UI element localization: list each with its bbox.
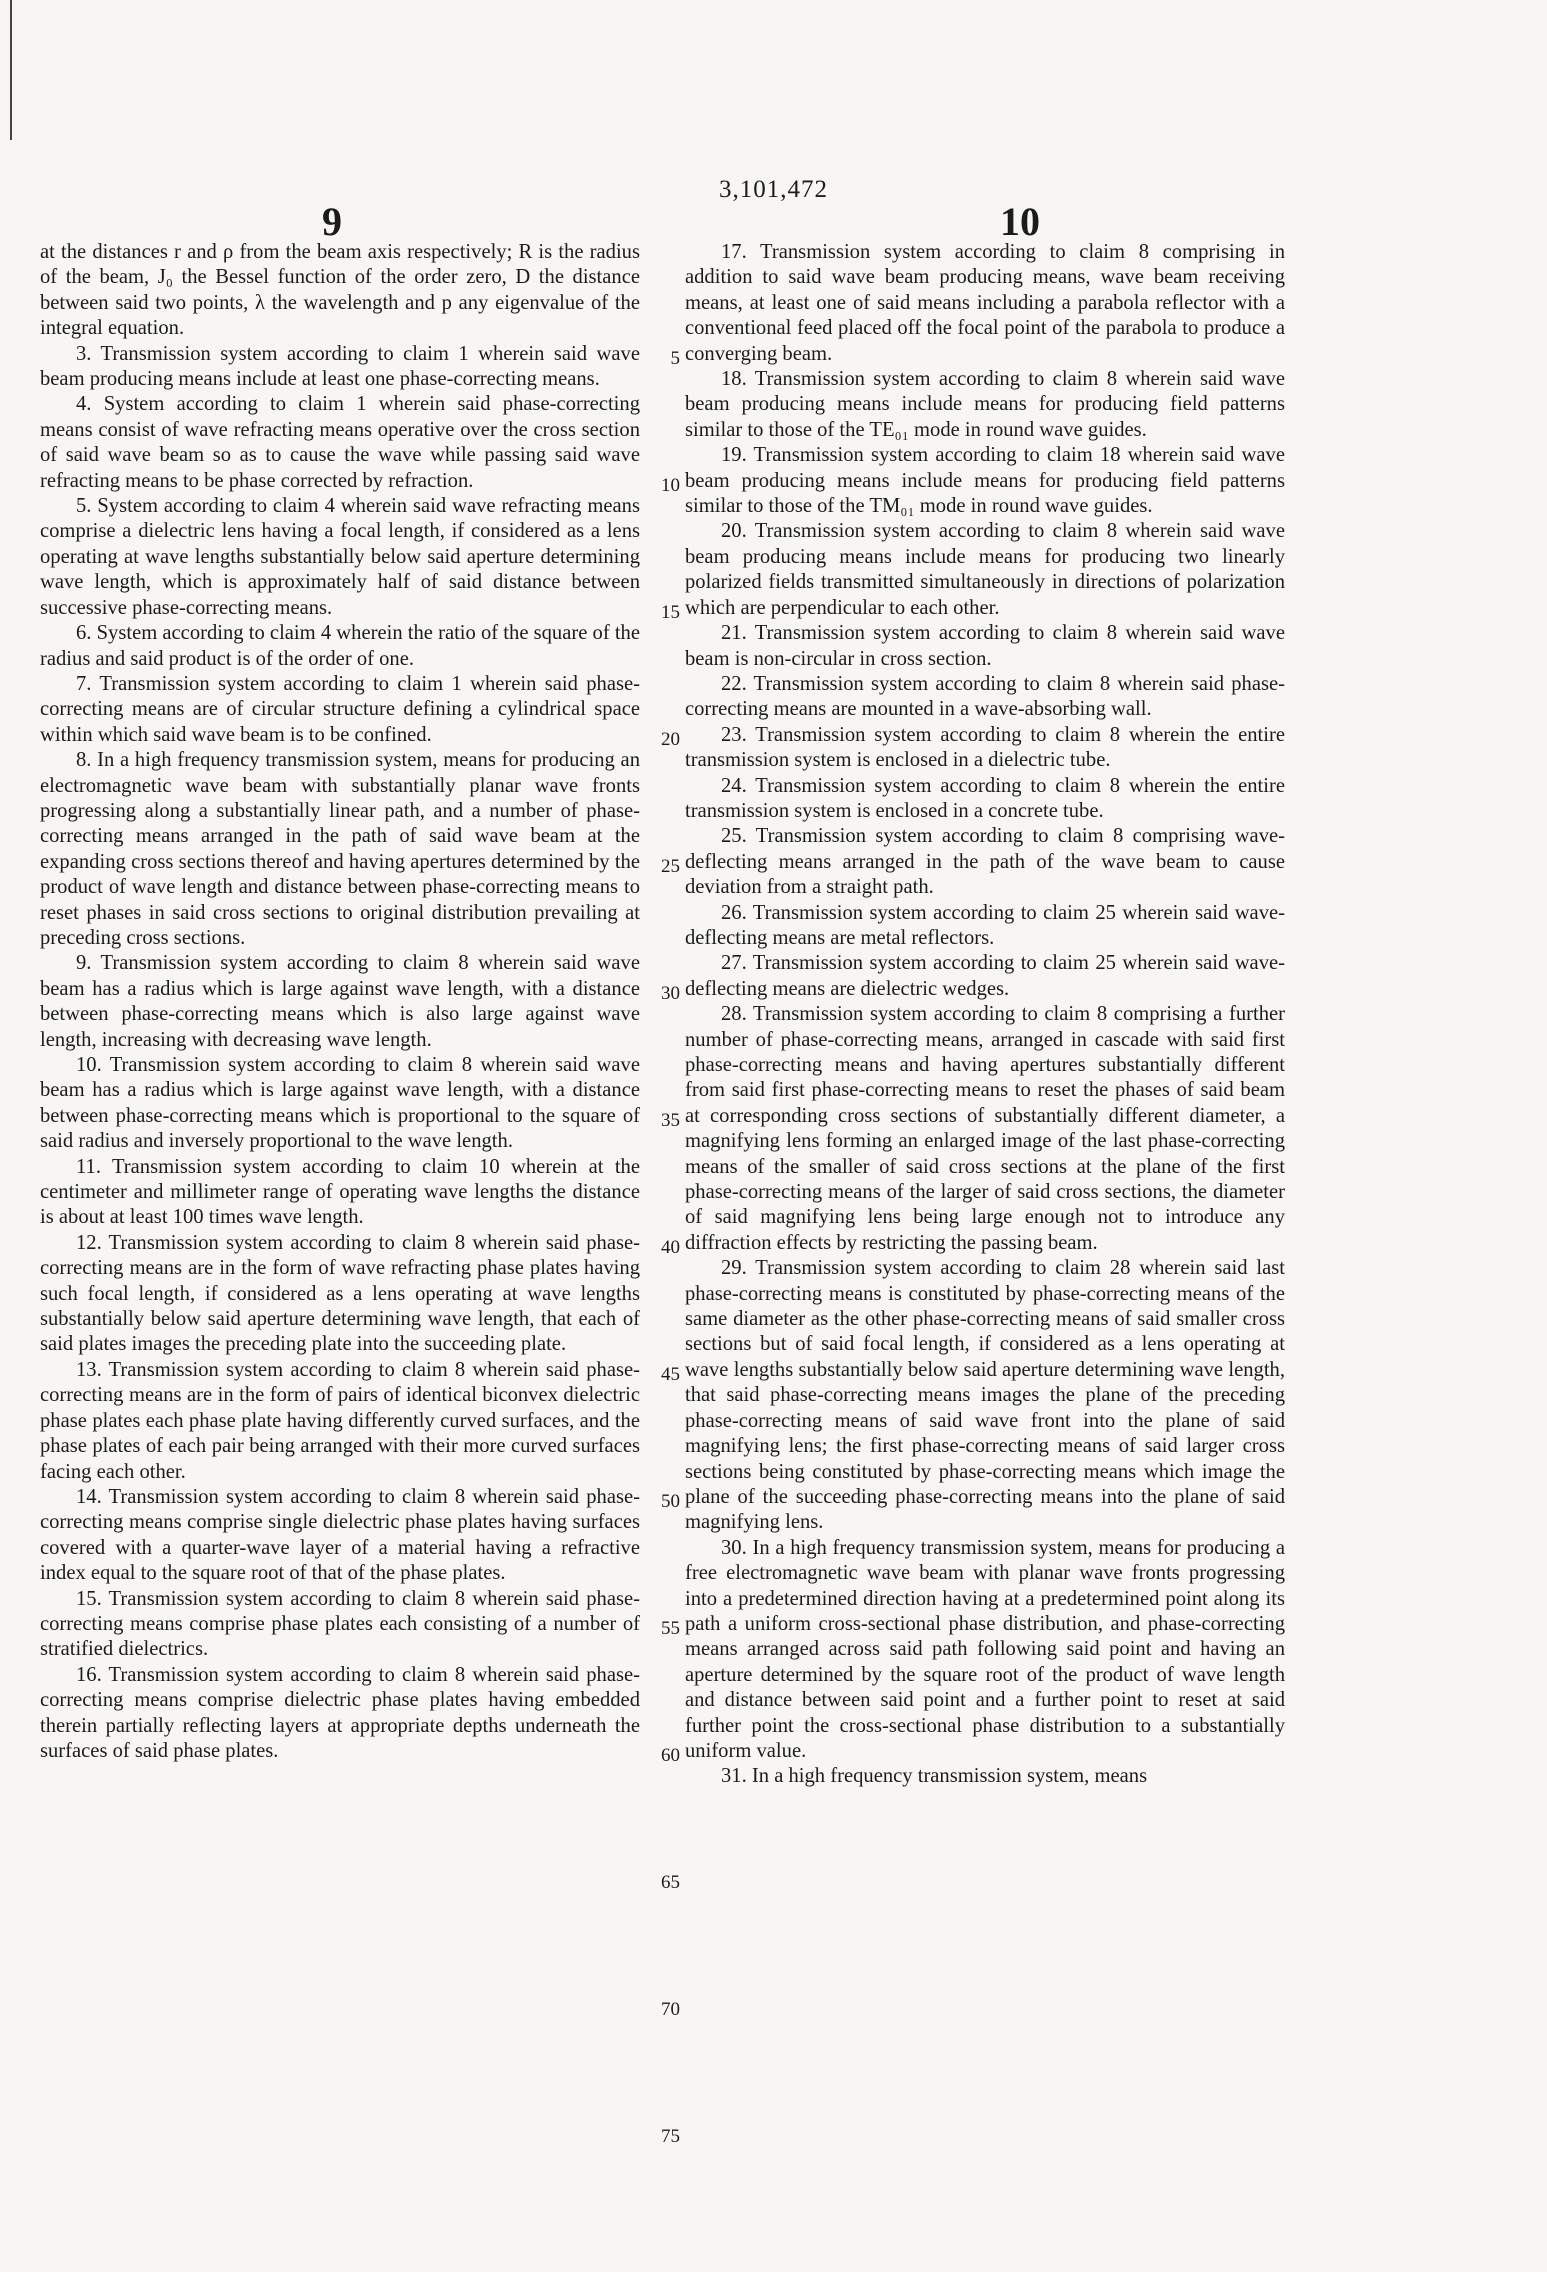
- claim-paragraph: 18. Transmission system according to claim 8 wherein said wave beam producing means include means for producing field patterns similar to those of the TE₀₁ mode in round wave guides.: [685, 368, 1285, 441]
- left-column: [40, 240, 640, 1764]
- right-column: [685, 240, 1285, 1790]
- claim-paragraph: 11. Transmission system according to claim 10 wherein at the centimeter and millimeter range of operating wave lengths the distance is about at least 100 times wave length.: [40, 1155, 640, 1229]
- claim-paragraph: 31. In a high frequency transmission system, means: [721, 1765, 1148, 1788]
- line-number: 10: [661, 475, 680, 496]
- line-number: 60: [661, 1745, 680, 1766]
- claim-paragraph: 17. Transmission system according to claim 8 comprising in addition to said wave beam producing means, wave beam receiving means, at least one of said means including a parabola reflector with a conventional feed placed off the focal point of the parabola to produce a converging beam.: [685, 241, 1285, 365]
- claim-paragraph: 7. Transmission system according to claim 1 wherein said phase-correcting means are of circular structure defining a cylindrical space within which said wave beam is to be confined.: [40, 672, 640, 746]
- left-page-number: 9: [322, 199, 342, 244]
- claim-paragraph: 22. Transmission system according to claim 8 wherein said phase-correcting means are mounted in a wave-absorbing wall.: [685, 672, 1285, 721]
- claim-paragraph: 13. Transmission system according to claim 8 wherein said phase-correcting means are in the form of pairs of identical biconvex dielectric phase plates each phase plate having differently curved surfaces, and the phase plates of each pair being arranged with their more curved surfaces facing each other.: [40, 1358, 640, 1483]
- claim-paragraph: 29. Transmission system according to claim 28 wherein said last phase-correcting means is constituted by phase-correcting means of the same diameter as the other phase-correcting means of said smaller cross sections but of said focal length, if considered as a lens operating at wave lengths substantially below said aperture determining wave length, that said phase-correcting means images the plane of the preceding phase-correcting means of said wave front into the plane of said magnifying lens; the first phase-correcting means of said larger cross sections being constituted by phase-correcting means which image the plane of the succeeding phase-correcting means into the plane of said magnifying lens.: [685, 1257, 1285, 1534]
- line-number: 40: [661, 1237, 680, 1258]
- claim-paragraph: 8. In a high frequency transmission system, means for producing an electromagnetic wave beam with substantially planar wave fronts progressing along a substantially linear path, and a number of phase-correcting means arranged in the path of said wave beam at the expanding cross sections thereof and having apertures determined by the product of wave length and distance between phase-correcting means to reset phases in said cross sections to original distribution prevailing at preceding cross sections.: [40, 749, 640, 949]
- line-number: 5: [670, 348, 680, 369]
- claim-paragraph: at the distances r and ρ from the beam axis respectively; R is the radius of the beam, J₀ the Bessel function of the order zero, D the distance between said two points, λ the wavelength and p any eigenvalue of the integral equation.: [40, 241, 640, 340]
- claim-paragraph: 20. Transmission system according to claim 8 wherein said wave beam producing means include means for producing two linearly polarized fields transmitted simultaneously in directions of polarization which are perpendicular to each other.: [685, 520, 1285, 619]
- line-number-gutter: [640, 240, 680, 2160]
- line-number: 50: [661, 1491, 680, 1512]
- line-number: 55: [661, 1618, 680, 1639]
- claim-paragraph: 4. System according to claim 1 wherein said phase-correcting means consist of wave refracting means operative over the cross section of said wave beam so as to cause the wave while passing said wave refracting means to be phase corrected by refraction.: [40, 393, 640, 492]
- line-number: 25: [661, 856, 680, 877]
- claim-paragraph: 15. Transmission system according to claim 8 wherein said phase-correcting means comprise phase plates each consisting of a number of stratified dielectrics.: [40, 1587, 640, 1661]
- line-number: 20: [661, 729, 680, 750]
- claim-paragraph: 19. Transmission system according to claim 18 wherein said wave beam producing means include means for producing field patterns similar to those of the TM₀₁ mode in round wave guides.: [685, 444, 1285, 518]
- claim-paragraph: 28. Transmission system according to claim 8 comprising a further number of phase-correcting means, arranged in cascade with said first phase-correcting means and having apertures substantially different from said first phase-correcting means to reset the phases of said beam at corresponding cross sections of substantially different diameter, a magnifying lens forming an enlarged image of the last phase-correcting means of the smaller of said cross sections at the plane of the first phase-correcting means of the larger of said cross sections, the diameter of said magnifying lens being large enough not to introduce any diffraction effects by restricting the passing beam.: [685, 1003, 1285, 1254]
- claim-paragraph: 30. In a high frequency transmission system, means for producing a free electromagnetic wave beam with planar wave fronts progressing into a predetermined direction having at a predetermined point along its path a uniform cross-sectional phase distribution, and phase-correcting means arranged across said path following said point and having an aperture determined by the square root of the product of wave length and distance between said point and a further point to reset at said further point the cross-sectional phase distribution to a substantially uniform value.: [685, 1536, 1285, 1762]
- patent-number: 3,101,472: [719, 176, 828, 203]
- claim-paragraph: 6. System according to claim 4 wherein the ratio of the square of the radius and said product is of the order of one.: [40, 622, 640, 670]
- claim-paragraph: 25. Transmission system according to claim 8 comprising wave-deflecting means arranged in the path of the wave beam to cause deviation from a straight path.: [685, 825, 1285, 899]
- claim-paragraph: 21. Transmission system according to claim 8 wherein said wave beam is non-circular in cross section.: [685, 622, 1285, 670]
- claim-paragraph: 23. Transmission system according to claim 8 wherein the entire transmission system is enclosed in a dielectric tube.: [685, 723, 1285, 772]
- line-number: 70: [661, 1999, 680, 2020]
- claim-paragraph: 24. Transmission system according to claim 8 wherein the entire transmission system is enclosed in a concrete tube.: [685, 774, 1285, 822]
- line-number: 15: [661, 602, 680, 623]
- claim-paragraph: 3. Transmission system according to claim 1 wherein said wave beam producing means include at least one phase-correcting means.: [40, 342, 640, 391]
- claim-paragraph: 10. Transmission system according to claim 8 wherein said wave beam has a radius which is large against wave length, with a distance between phase-correcting means which is proportional to the square of said radius and inversely proportional to the wave length.: [40, 1054, 640, 1153]
- line-number: 75: [661, 2126, 680, 2147]
- line-number: 30: [661, 983, 680, 1004]
- claim-paragraph: 16. Transmission system according to claim 8 wherein said phase-correcting means comprise dielectric phase plates having embedded therein partially reflecting layers at appropriate depths underneath the surfaces of said phase plates.: [40, 1663, 640, 1762]
- claim-paragraph: 14. Transmission system according to claim 8 wherein said phase-correcting means comprise single dielectric phase plates having surfaces covered with a quarter-wave layer of a material having a refractive index equal to the square root of that of the phase plates.: [40, 1485, 640, 1585]
- line-number: 65: [661, 1872, 680, 1893]
- claim-paragraph: 9. Transmission system according to claim 8 wherein said wave beam has a radius which is large against wave length, with a distance between phase-correcting means which is also large against wave length, increasing with decreasing wave length.: [40, 952, 640, 1051]
- claim-paragraph: 27. Transmission system according to claim 25 wherein said wave-deflecting means are dielectric wedges.: [685, 952, 1285, 1000]
- right-page-number: 10: [1000, 199, 1040, 244]
- claim-paragraph: 5. System according to claim 4 wherein said wave refracting means comprise a dielectric lens having a focal length, if considered as a lens operating at wave lengths substantially below said aperture determining wave length, which is approximately half of said distance between successive phase-correcting means.: [40, 495, 640, 619]
- scan-margin-line: [10, 0, 12, 140]
- line-number: 35: [661, 1110, 680, 1131]
- claim-paragraph: 12. Transmission system according to claim 8 wherein said phase-correcting means are in the form of wave refracting phase plates having such focal length, if considered as a lens operating at wave lengths substantially below said aperture determining wave length, that each of said plates images the preceding plate into the succeeding plate.: [40, 1231, 640, 1356]
- line-number: 45: [661, 1364, 680, 1385]
- claim-paragraph: 26. Transmission system according to claim 25 wherein said wave-deflecting means are metal reflectors.: [685, 901, 1285, 949]
